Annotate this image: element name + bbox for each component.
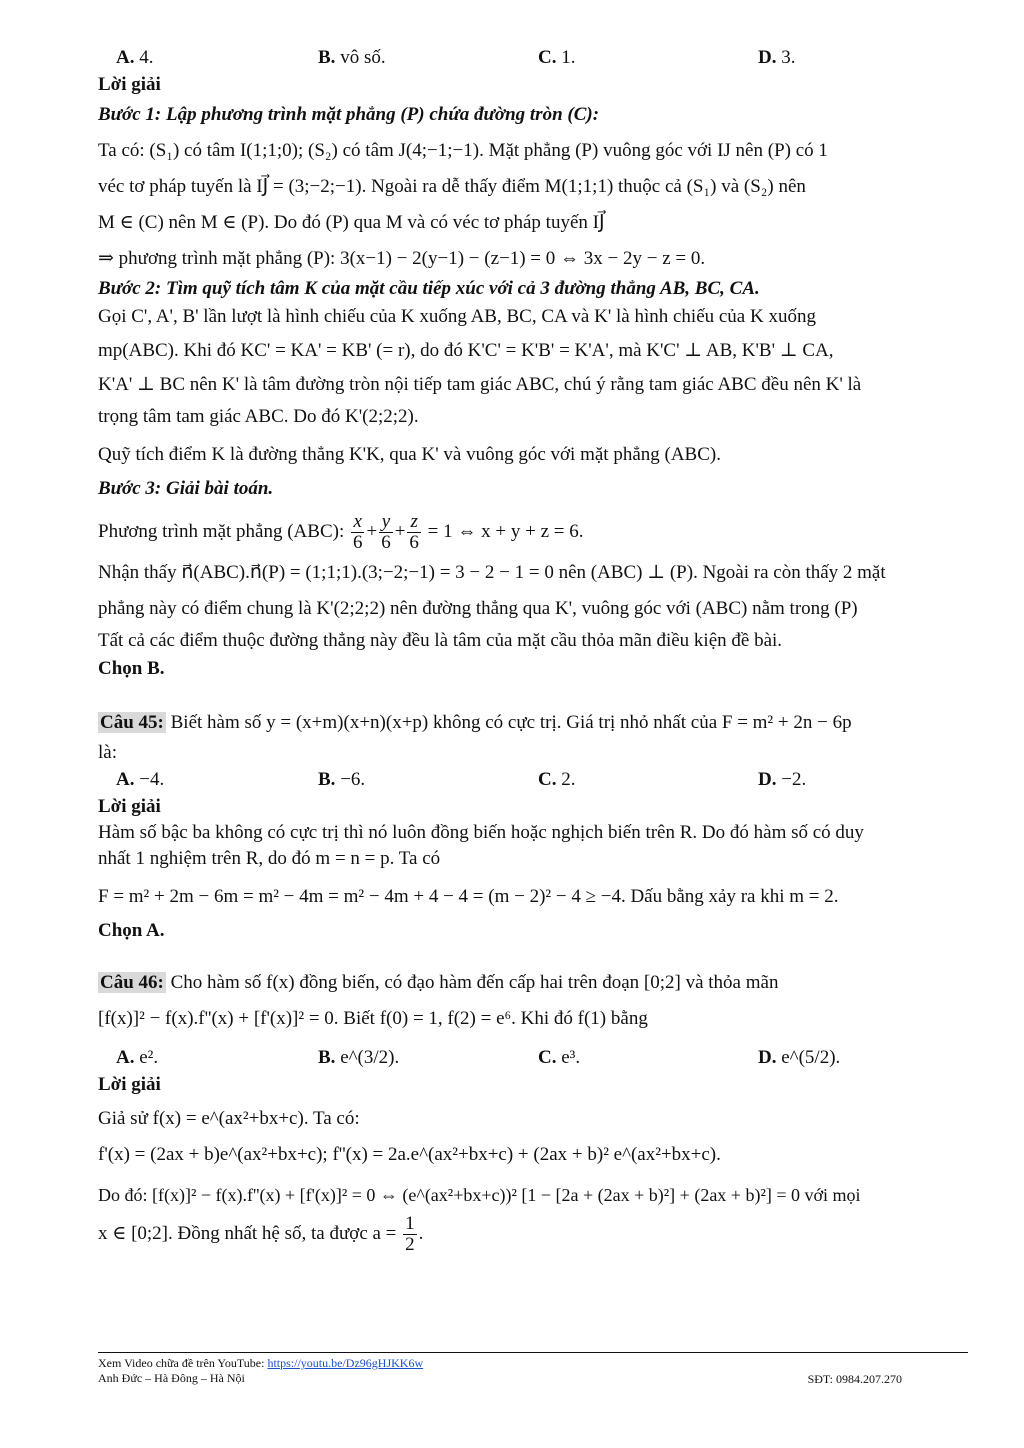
plane-equation-line: Phương trình mặt phẳng (ABC): $\frac{x}{6}$ + $\frac{y}{6}$ + $\frac{z}{6}$ = 1 ⇔ x + y + z = 6. (98, 511, 584, 554)
text-line: Nhận thấy n⃗(ABC).n⃗(P) = (1;1;1).(3;−2;−1) = 3 − 2 − 1 = 0 nên (ABC) ⊥ (P). Ngoài ra còn thấy 2 mặt (98, 562, 886, 583)
text-line: Hàm số bậc ba không có cực trị thì nó luôn đồng biến hoặc nghịch biến trên R. Do đó hàm số có duy (98, 822, 864, 843)
fraction-half: $\frac{1}{2}$ (405, 1213, 415, 1256)
q45-option-b: B. −6. (318, 769, 366, 790)
q44-option-a: A. 4. (116, 47, 154, 68)
footer-video-line: Xem Video chữa đề trên YouTube: https://youtu.be/Dz96gHJKK6w (98, 1356, 424, 1370)
text-line: là: (98, 742, 117, 763)
solution-heading: Lời giải (98, 1074, 161, 1095)
q46-option-c: C. e³. (538, 1047, 581, 1068)
q45-answer: Chọn A. (98, 920, 165, 941)
text-line: mp(ABC). Khi đó KC' = KA' = KB' (= r), do đó K'C' = K'B' = K'A', mà K'C' ⊥ AB, K'B' ⊥ CA, (98, 340, 834, 361)
text-line: Gọi C', A', B' lần lượt là hình chiếu của K xuống AB, BC, CA và K' là hình chiếu của K xuống (98, 306, 816, 327)
text-line: phẳng này có điểm chung là K'(2;2;2) nên đường thẳng qua K', vuông góc với (ABC) nằm trong (P) (98, 598, 858, 619)
q46-options (98, 1044, 968, 1072)
text-line: ⇒ phương trình mặt phẳng (P): 3(x−1) − 2(y−1) − (z−1) = 0 ⇔ 3x − 2y − z = 0. (98, 248, 706, 269)
text-line: Ta có: (S₁) có tâm I(1;1;0); (S₂) có tâm J(4;−1;−1). Mặt phẳng (P) vuông góc với IJ nên (P) có 1 (98, 140, 828, 161)
solution-heading: Lời giải (98, 796, 161, 817)
step1-heading: Bước 1: Lập phương trình mặt phẳng (P) chứa đường tròn (C): (98, 104, 600, 125)
q45-stem: Câu 45: Biết hàm số y = (x+m)(x+n)(x+p) không có cực trị. Giá trị nhỏ nhất của F = m² + 2n − 6p (100, 712, 852, 733)
step2-heading: Bước 2: Tìm quỹ tích tâm K của mặt cầu tiếp xúc với cả 3 đường thẳng AB, BC, CA. (98, 278, 760, 299)
q46-option-a: A. e². (116, 1047, 159, 1068)
step3-heading: Bước 3: Giải bài toán. (98, 478, 274, 499)
text-line: F = m² + 2m − 6m = m² − 4m = m² − 4m + 4 − 4 = (m − 2)² − 4 ≥ −4. Dấu bằng xảy ra khi m = 2. (98, 886, 839, 907)
q45-option-c: C. 2. (538, 769, 576, 790)
page-footer (98, 1352, 968, 1386)
fraction-y: $\frac{y}{6}$ (381, 511, 391, 554)
q46-option-b: B. e^(3/2). (318, 1047, 400, 1068)
text-line: K'A' ⊥ BC nên K' là tâm đường tròn nội tiếp tam giác ABC, chú ý rằng tam giác ABC đều nên K' là (98, 374, 862, 395)
solution-heading: Lời giải (98, 74, 161, 95)
q44-options (98, 44, 968, 72)
q44-option-c: C. 1. (538, 47, 576, 68)
text-line: trọng tâm tam giác ABC. Do đó K'(2;2;2). (98, 406, 419, 427)
q46-option-d: D. e^(5/2). (758, 1047, 841, 1068)
q44-answer: Chọn B. (98, 658, 165, 679)
text-line: [f(x)]² − f(x).f''(x) + [f'(x)]² = 0. Biết f(0) = 1, f(2) = e⁶. Khi đó f(1) bằng (98, 1008, 648, 1029)
coefficient-line: x ∈ [0;2]. Đồng nhất hệ số, ta được a = $\frac{1}{2}$ . (98, 1213, 424, 1256)
text-line: Tất cả các điểm thuộc đường thẳng này đều là tâm của mặt cầu thỏa mãn điều kiện đề bài. (98, 630, 783, 651)
text-line: Giả sử f(x) = e^(ax²+bx+c). Ta có: (98, 1108, 360, 1129)
text-line: véc tơ pháp tuyến là IJ⃗ = (3;−2;−1). Ngoài ra dễ thấy điểm M(1;1;1) thuộc cả (S₁) và (S₂) nên (98, 176, 806, 197)
q45-label: Câu 45: (100, 712, 164, 733)
q45-options (98, 766, 968, 794)
q46-label: Câu 46: (100, 972, 164, 993)
fraction-x: $\frac{x}{6}$ (352, 511, 363, 554)
text-line: Quỹ tích điểm K là đường thẳng K'K, qua K' và vuông góc với mặt phẳng (ABC). (98, 444, 721, 465)
q45-option-a: A. −4. (116, 769, 165, 790)
q44-option-b: B. vô số. (318, 47, 386, 68)
document-page (98, 44, 968, 1256)
q45-option-d: D. −2. (758, 769, 807, 790)
text-line: nhất 1 nghiệm trên R, do đó m = n = p. Ta có (98, 848, 441, 869)
youtube-link[interactable]: https://youtu.be/Dz96gHJKK6w (267, 1356, 424, 1370)
text-line: M ∈ (C) nên M ∈ (P). Do đó (P) qua M và có véc tơ pháp tuyến IJ⃗ (98, 212, 605, 233)
text-line: f'(x) = (2ax + b)e^(ax²+bx+c); f''(x) = 2a.e^(ax²+bx+c) + (2ax + b)² e^(ax²+bx+c). (98, 1144, 721, 1165)
q46-stem: Câu 46: Cho hàm số f(x) đồng biến, có đạo hàm đến cấp hai trên đoạn [0;2] và thỏa mãn (100, 972, 779, 993)
footer-phone: SĐT: 0984.207.270 (807, 1372, 902, 1386)
fraction-z: $\frac{z}{6}$ (409, 511, 419, 554)
text-line: Do đó: [f(x)]² − f(x).f''(x) + [f'(x)]² = 0 ⇔ (e^(ax²+bx+c))² [1 − [2a + (2ax + b)²] + (2ax + b)²] = 0 với mọi (98, 1185, 861, 1205)
footer-author: Anh Đức – Hà Đông – Hà Nội (98, 1371, 245, 1385)
q44-option-d: D. 3. (758, 47, 796, 68)
